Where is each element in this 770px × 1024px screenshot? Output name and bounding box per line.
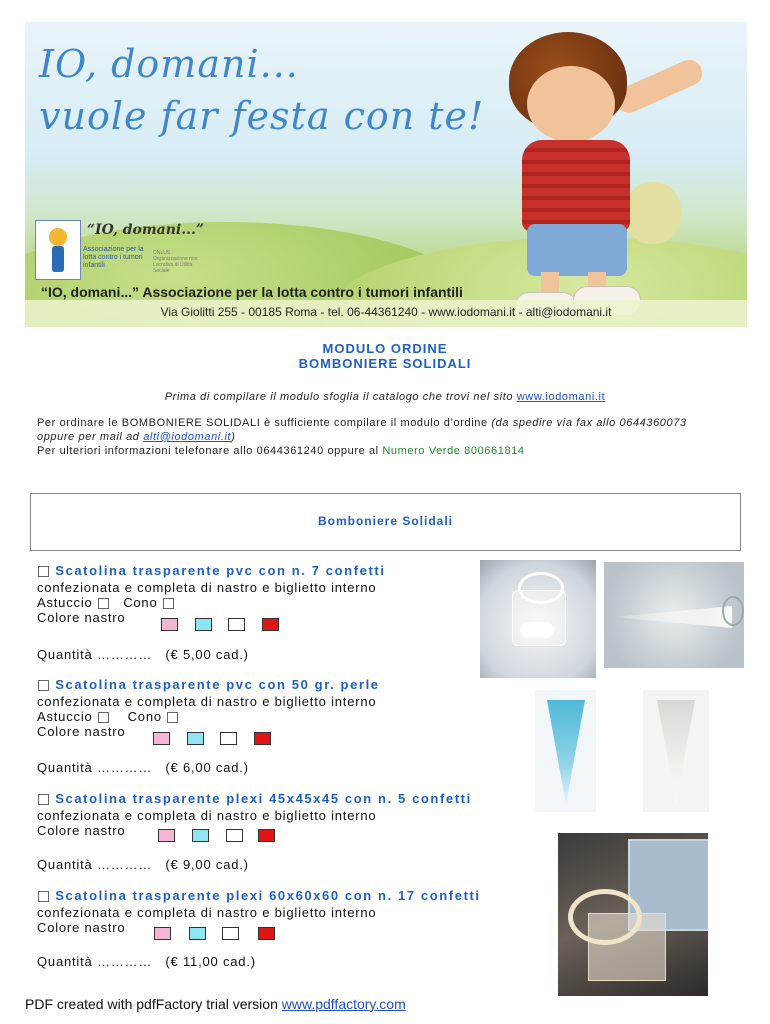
product-1-quantity [37,647,249,662]
photo-blue-pearls-cone [535,690,596,812]
product-1-title [37,563,386,578]
mini-logo-text: “IO, domani...” [87,222,204,238]
ribbon-cyan-swatch[interactable] [195,618,212,631]
association-small-name: Associazione per la lotta contro i tumori infantili [83,246,144,269]
boy-illustration-shirt [522,140,630,232]
ribbon-red-swatch[interactable] [262,618,279,631]
white-ribbon-bow [518,572,564,604]
ribbon-pink-swatch[interactable] [154,927,171,940]
product-4-title-text: Scatolina trasparente plexi 60x60x60 con n. 17 confetti [55,888,481,903]
form-title-line2: BOMBONIERE SOLIDALI [298,356,472,371]
ribbon-red-swatch[interactable] [254,732,271,745]
pdffactory-link[interactable]: www.pdffactory.com [281,996,406,1012]
product-2-description: confezionata e completa di nastro e biglietto interno [37,694,377,709]
product-4-title [37,888,481,903]
product-1-title-text: Scatolina trasparente pvc con n. 7 confetti [55,563,386,578]
association-logo [35,220,81,280]
product-2-price: (€ 6,00 cad.) [165,760,249,775]
product-4-description: confezionata e completa di nastro e biglietto interno [37,905,377,920]
product-3-quantity [37,857,249,872]
site-link[interactable]: www.iodomani.it [516,391,606,403]
boy-illustration-face [527,66,615,142]
ribbon-red-swatch[interactable] [258,927,275,940]
banner-address-text: Via Giolitti 255 - 00185 Roma - tel. 06-44361240 - www.iodomani.it - alti@iodomani.it [160,305,612,319]
cono-label: Cono [123,595,158,610]
product-2-title [37,677,380,692]
onlus-label: ONLUS Organizzazione non Lucrativa di Utilità Sociale [153,250,198,274]
astuccio-checkbox[interactable] [98,712,109,723]
child-figure-icon [52,246,64,272]
ribbon-pink-swatch[interactable] [153,732,170,745]
product-1-options [37,595,386,610]
product-1-description: confezionata e completa di nastro e biglietto interno [37,580,377,595]
order-text: Per ordinare le BOMBONIERE SOLIDALI è sufficiente compilare il modulo d’ordine [37,417,488,429]
white-cone-shape [657,700,695,804]
section-title: Bomboniere Solidali [317,514,453,528]
ribbon-pink-swatch[interactable] [161,618,178,631]
header-banner [25,22,747,327]
banner-headline-line2: vuole far festa con te! [39,94,485,138]
ribbon-color-label: Colore nastro [37,920,126,935]
ribbon-white-swatch[interactable] [226,829,243,842]
order-close-paren: ) [231,431,236,443]
product-3-price: (€ 9,00 cad.) [165,857,249,872]
quantity-label: Quantità ………… [37,954,153,969]
quantity-label: Quantità ………… [37,760,153,775]
intro-line [0,391,770,403]
product-1-price: (€ 5,00 cad.) [165,647,249,662]
product-3-checkbox[interactable] [38,794,49,805]
ribbon-cyan-swatch[interactable] [192,829,209,842]
product-4-quantity [37,954,256,969]
product-2-title-text: Scatolina trasparente pvc con 50 gr. perle [55,677,380,692]
astuccio-label: Astuccio [37,709,93,724]
cone-shape [614,606,732,628]
product-3-description: confezionata e completa di nastro e biglietto interno [37,808,377,823]
product-4-price: (€ 11,00 cad.) [165,954,256,969]
order-instructions [37,416,747,458]
confetti-shape [520,622,554,638]
mail-link[interactable]: alti@iodomani.it [143,431,232,443]
banner-caption-address [25,305,747,319]
cono-checkbox[interactable] [167,712,178,723]
product-1 [37,563,386,625]
photo-plexi-box [558,833,708,996]
ribbon-color-label: Colore nastro [37,823,126,838]
banner-caption-title: “IO, domani...” Associazione per la lotta contro i tumori infantili [41,284,463,300]
photo-pvc-cone [604,562,744,668]
product-1-checkbox[interactable] [38,566,49,577]
order-fax-text: (da spedire via fax allo 0644360073 [491,417,687,429]
ribbon-red-swatch[interactable] [258,829,275,842]
product-3-title [37,791,472,806]
pdf-footer [25,996,406,1012]
order-mail-prefix: oppure per mail ad [37,431,140,443]
cono-label: Cono [127,709,162,724]
cream-ribbon-bow [568,889,642,945]
astuccio-label: Astuccio [37,595,93,610]
photo-pvc-box [480,560,596,678]
cono-checkbox[interactable] [163,598,174,609]
ribbon-white-swatch[interactable] [220,732,237,745]
astuccio-checkbox[interactable] [98,598,109,609]
photo-white-pearls-cone [643,690,709,812]
product-2-quantity [37,760,249,775]
sun-icon [49,228,67,246]
ribbon-cyan-swatch[interactable] [189,927,206,940]
ribbon-color-label: Colore nastro [37,724,126,739]
teddy-bear-illustration [625,182,681,244]
banner-headline-line1: IO, domani... [39,42,299,86]
product-2-checkbox[interactable] [38,680,49,691]
ribbon-pink-swatch[interactable] [158,829,175,842]
quantity-label: Quantità ………… [37,647,153,662]
cone-ribbon [722,596,744,626]
quantity-label: Quantità ………… [37,857,153,872]
boy-illustration-shorts [527,224,627,276]
form-title-line1: MODULO ORDINE [322,341,448,356]
product-3-title-text: Scatolina trasparente plexi 45x45x45 con n. 5 confetti [55,791,472,806]
product-4-checkbox[interactable] [38,891,49,902]
toll-free-number: Numero Verde 800661814 [382,445,525,457]
ribbon-white-swatch[interactable] [228,618,245,631]
blue-cone-shape [547,700,585,804]
intro-italic-text: Prima di compilare il modulo sfoglia il catalogo che trovi nel sito [164,391,514,403]
footer-text: PDF created with pdfFactory trial version [25,996,278,1012]
info-text: Per ulteriori informazioni telefonare allo 0644361240 oppure al [37,445,379,457]
ribbon-white-swatch[interactable] [222,927,239,940]
ribbon-color-label: Colore nastro [37,610,126,625]
product-2 [37,677,380,739]
product-3 [37,791,472,838]
product-2-options [37,709,380,724]
ribbon-cyan-swatch[interactable] [187,732,204,745]
